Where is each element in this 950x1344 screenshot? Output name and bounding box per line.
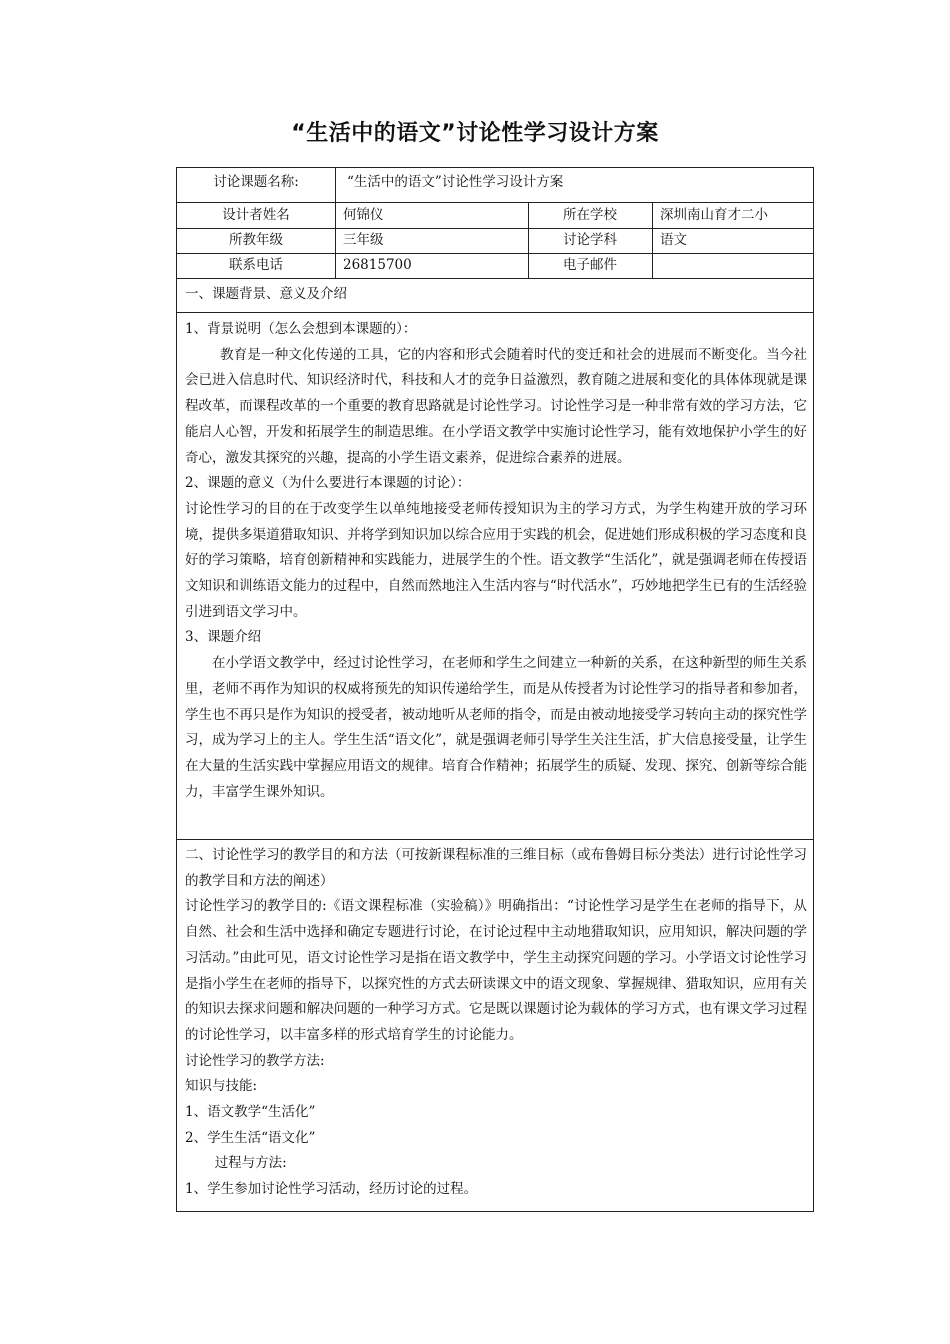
phone-value: 26815700: [343, 257, 412, 273]
meaning-text: 讨论性学习的目的在于改变学生以单纯地接受老师传授知识为主的学习方式，为学生构建开放的学习环境，提供多渠道猎取知识、并将学到知识加以综合应用于实践的机会，促进她们形成积极的学习态度和良好的学习策略，培育创新精神和实践能力，进展学生的个性。语文教学“生活化”，就是强调老师在传授语文知识和训练语文能力的过程中，自然而然地注入生活内容与“时代活水”，巧妙地把学生已有的生活经验引进到语文学习中。: [185, 500, 807, 620]
background-text: 教育是一种文化传递的工具，它的内容和形式会随着时代的变迁和社会的进展而不断变化。当今社会已进入信息时代、知识经济时代，科技和人才的竞争日益激烈，教育随之进展和变化的具体体现就是课程改革，而课程改革的一个重要的教育思路就是讨论性学习。讨论性学习是一种非常有效的学习方法，它能启人心智，开发和拓展学生的制造思维。在小学语文教学中实施讨论性学习，能有效地保护小学生的好奇心，激发其探究的兴趣，提高的小学生语文素养，促进综合素养的进展。: [185, 346, 807, 466]
knowledge-item-2: 2、学生生活“语文化”: [185, 1129, 316, 1146]
section2-body: [185, 843, 807, 1203]
grade-label: 所教年级: [229, 232, 283, 248]
goal-text: 讨论性学习的教学目的:《语文课程标准（实验稿）》明确指出：“讨论性学习是学生在老师的指导下，从自然、社会和生活中选择和确定专题进行讨论，在讨论过程中主动地猎取知识，应用知识，解决问题的学习活动。”由此可见，语文讨论性学习是指在语文教学中，学生主动探究问题的学习。小学语文讨论性学习是指小学生在老师的指导下，以探究性的方式去研读课文中的语文现象、掌握规律、猎取知识，应用有关的知识去探求问题和解决问题的一种学习方式。它是既以课题讨论为载体的学习方式，也有课文学习过程的讨论性学习，以丰富多样的形式培育学生的讨论能力。: [185, 898, 807, 1043]
school-label: 所在学校: [563, 207, 617, 223]
topic-value: “生活中的语文”讨论性学习设计方案: [347, 174, 564, 190]
knowledge-label: 知识与技能:: [185, 1078, 258, 1095]
background-heading: 1、背景说明（怎么会想到本课题的）：: [185, 321, 417, 337]
intro-heading: 3、课题介绍: [185, 629, 262, 646]
grade-value: 三年级: [343, 232, 384, 248]
section1-body: [185, 317, 807, 805]
subject-label: 讨论学科: [563, 232, 617, 248]
subject-value: 语文: [660, 232, 687, 248]
section2-heading: 二、讨论性学习的教学目的和方法（可按新课程标准的三维目标（或布鲁姆目标分类法）进行讨论性学习的教学目和方法的阐述）: [185, 847, 807, 889]
email-label: 电子邮件: [563, 257, 617, 273]
intro-text: 在小学语文教学中，经过讨论性学习，在老师和学生之间建立一种新的关系，在这种新型的师生关系里，老师不再作为知识的权威将预先的知识传递给学生，而是从传授者为讨论性学习的指导者和参加者，学生也不再只是作为知识的授受者，被动地听从老师的指令，而是由被动地接受学习转向主动的探究性学习，成为学习上的主人。学生生活“语文化”，就是强调老师引导学生关注生活，扩大信息接受量，让学生在大量的生活实践中掌握应用语文的规律。培育合作精神；拓展学生的质疑、发现、探究、创新等综合能力，丰富学生课外知识。: [185, 655, 807, 800]
page-title: “生活中的语文”讨论性学习设计方案: [291, 121, 659, 146]
knowledge-item-1: 1、语文教学“生活化”: [185, 1104, 316, 1121]
designer-label: 设计者姓名: [222, 207, 290, 223]
section1-heading: 一、课题背景、意义及介绍: [185, 286, 347, 302]
process-label: 过程与方法:: [214, 1155, 287, 1172]
method-label: 讨论性学习的教学方法:: [185, 1052, 325, 1069]
designer-value: 何锦仪: [343, 207, 384, 223]
design-table: [176, 167, 814, 1212]
meaning-heading: 2、课题的意义（为什么要进行本课题的讨论）：: [185, 475, 471, 492]
school-value: 深圳南山育才二小: [660, 207, 768, 223]
topic-label: 讨论课题名称:: [213, 174, 299, 190]
phone-label: 联系电话: [229, 257, 283, 273]
process-item-1: 1、学生参加讨论性学习活动，经历讨论的过程。: [185, 1181, 478, 1198]
